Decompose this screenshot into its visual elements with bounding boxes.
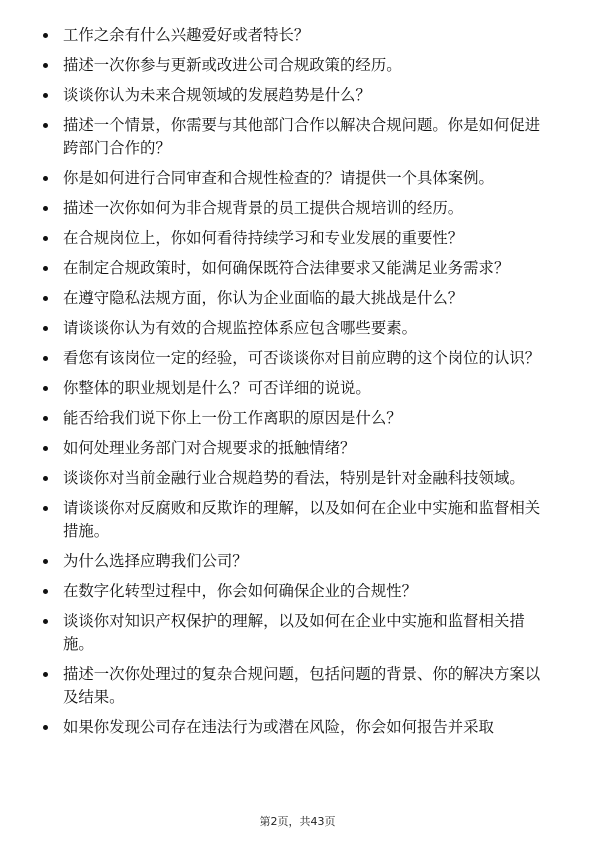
list-item (43, 167, 555, 190)
list-item (43, 227, 555, 250)
bullet-icon (43, 476, 48, 481)
list-item (43, 287, 555, 310)
list-item (43, 317, 555, 340)
bullet-icon (43, 123, 48, 128)
list-item (43, 550, 555, 573)
question-text: 在合规岗位上，你如何看待持续学习和专业发展的重要性？ (63, 229, 464, 247)
list-item (43, 467, 555, 490)
bullet-icon (43, 725, 48, 730)
question-text: 你是如何进行合同审查和合规性检查的？请提供一个具体案例。 (63, 169, 494, 187)
bullet-icon (43, 236, 48, 241)
bullet-icon (43, 672, 48, 677)
list-item (43, 257, 555, 280)
question-text: 如果你发现公司存在违法行为或潜在风险，你会如何报告并采取 (63, 718, 494, 736)
list-item (43, 347, 555, 370)
question-text: 如何处理业务部门对合规要求的抵触情绪？ (63, 439, 356, 457)
bullet-icon (43, 356, 48, 361)
bullet-icon (43, 506, 48, 511)
question-text: 在制定合规政策时，如何确保既符合法律要求又能满足业务需求？ (63, 259, 510, 277)
question-text: 工作之余有什么兴趣爱好或者特长？ (63, 26, 310, 44)
bullet-icon (43, 589, 48, 594)
question-text: 为什么选择应聘我们公司？ (63, 552, 248, 570)
question-text: 看您有该岗位一定的经验，可否谈谈你对目前应聘的这个岗位的认识？ (63, 349, 541, 367)
bullet-icon (43, 416, 48, 421)
bullet-icon (43, 63, 48, 68)
question-text: 描述一次你如何为非合规背景的员工提供合规培训的经历。 (63, 199, 464, 217)
list-item (43, 24, 555, 47)
bullet-icon (43, 33, 48, 38)
bullet-icon (43, 619, 48, 624)
page-indicator: 第2页，共43页 (259, 815, 336, 828)
list-item (43, 497, 555, 543)
bullet-icon (43, 446, 48, 451)
bullet-icon (43, 206, 48, 211)
list-item (43, 610, 555, 656)
list-item (43, 84, 555, 107)
list-item (43, 377, 555, 400)
question-text: 谈谈你认为未来合规领域的发展趋势是什么？ (63, 86, 371, 104)
question-list (43, 24, 555, 746)
bullet-icon (43, 296, 48, 301)
question-text: 描述一个情景，你需要与其他部门合作以解决合规问题。你是如何促进跨部门合作的？ (63, 116, 541, 157)
question-text: 能否给我们说下你上一份工作离职的原因是什么？ (63, 409, 402, 427)
list-item (43, 197, 555, 220)
question-text: 在遵守隐私法规方面，你认为企业面临的最大挑战是什么？ (63, 289, 464, 307)
bullet-icon (43, 176, 48, 181)
list-item (43, 407, 555, 430)
question-text: 在数字化转型过程中，你会如何确保企业的合规性？ (63, 582, 417, 600)
bullet-icon (43, 93, 48, 98)
question-text: 请谈谈你认为有效的合规监控体系应包含哪些要素。 (63, 319, 417, 337)
list-item (43, 580, 555, 603)
list-item (43, 54, 555, 77)
question-text: 请谈谈你对反腐败和反欺诈的理解，以及如何在企业中实施和监督相关措施。 (63, 499, 541, 540)
question-text: 描述一次你处理过的复杂合规问题，包括问题的背景、你的解决方案以及结果。 (63, 665, 541, 706)
list-item (43, 437, 555, 460)
list-item (43, 114, 555, 160)
bullet-icon (43, 386, 48, 391)
bullet-icon (43, 326, 48, 331)
bullet-icon (43, 266, 48, 271)
question-text: 描述一次你参与更新或改进公司合规政策的经历。 (63, 56, 402, 74)
question-text: 谈谈你对当前金融行业合规趋势的看法，特别是针对金融科技领域。 (63, 469, 525, 487)
question-text: 谈谈你对知识产权保护的理解，以及如何在企业中实施和监督相关措施。 (63, 612, 525, 653)
bullet-icon (43, 559, 48, 564)
list-item (43, 716, 555, 739)
question-text: 你整体的职业规划是什么？可否详细的说说。 (63, 379, 371, 397)
list-item (43, 663, 555, 709)
